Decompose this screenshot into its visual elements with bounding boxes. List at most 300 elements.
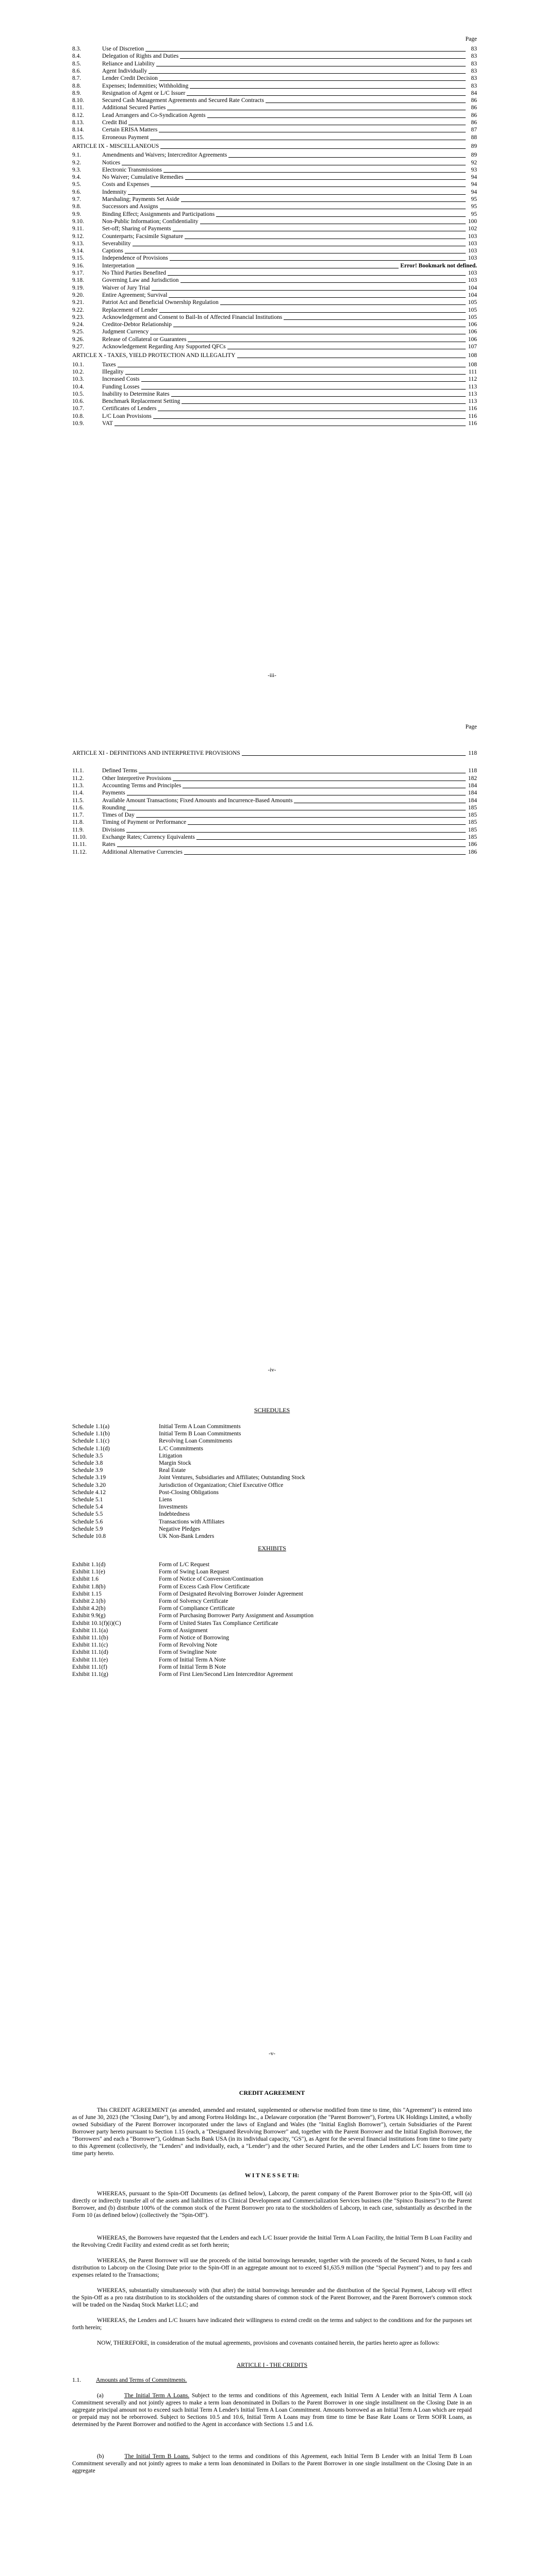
toc-entry-number: 11.3. — [72, 782, 84, 789]
toc-entry[interactable] — [72, 262, 477, 269]
toc-entry-page: 113 — [467, 383, 477, 391]
toc-entry[interactable] — [72, 82, 477, 90]
row-description: Form of Solvency Certificate — [159, 1598, 228, 1604]
toc-entry-page: 84 — [470, 90, 477, 97]
paragraph-a-text: Subject to the terms and conditions of this Agreement, each Initial Term A Lender with an Initial Term A Loan Commitment severally and not jointly agrees to make a term loan denominated in Dollars to the Parent Borrower in one single installment on the Closing Date in an aggregate principal amount not to exceed such Initial Term A Lender's Initial Term A Loan Commitment. Amounts borrowed as an Initial Term A Loan which are repaid or prepaid may not be reborrowed. Subject to Sections 10.5 and 10.6, Initial Term A Loans may from time to time be Base Rate Loans or Term SOFR Loans, as determined by the Parent Borrower and notified to the Agent in accordance with Sections 1.5 and 1.6. — [72, 2393, 472, 2428]
toc-entry-page: 86 — [470, 104, 477, 111]
paragraph-a — [72, 2392, 472, 2428]
row-label: Schedule 3.8 — [72, 1460, 103, 1466]
row-label: Schedule 3.19 — [72, 1475, 106, 1481]
toc-entry-number: 10.7. — [72, 405, 84, 412]
toc-article-heading[interactable] — [72, 143, 477, 150]
intro-paragraph: This CREDIT AGREEMENT (as amended, amended and restated, supplemented or otherwise modified from time to time, this "Agreement") is entered into as of June 30, 2023 (the "Closing Date"), by and among Fortrea Holdings Inc., a Delaware corporation (the "Parent Borrower"), Fortrea UK Holdings Limited, a wholly owned Subsidiary of the Parent Borrower incorporated under the laws of England and Wales (the "Initial English Borrower"), certain Subsidiaries of the Parent Borrower party hereto pursuant to Section 1.15 (each, a "Designated Revolving Borrower" and, together with the Parent Borrower and the Initial English Borrower, the "Borrowers" and each a "Borrower"), Goldman Sachs Bank USA (in its individual capacity, "GS"), as Agent for the several financial institutions from time to time party to this Agreement (collectively, the "Lenders" and individually, each, a "Lender") and the other Secured Parties, and the other Lenders and L/C Issuers from time to time party hereto. — [72, 2107, 472, 2157]
toc-entry-number: 11.12. — [72, 849, 87, 855]
toc-entry-number: 9.1. — [72, 152, 81, 159]
toc-entry[interactable] — [72, 119, 477, 126]
toc-entry-title: Benchmark Replacement Setting — [102, 398, 182, 405]
toc-entry-number: 8.6. — [72, 67, 81, 74]
toc-entry-number: 9.4. — [72, 174, 81, 181]
row-description: Form of Purchasing Borrower Party Assignment and Assumption — [159, 1613, 314, 1619]
toc-entry[interactable] — [72, 328, 477, 335]
toc-entry-page: 83 — [470, 67, 477, 75]
toc-entry-title: ARTICLE IX - MISCELLANEOUS — [72, 143, 160, 150]
toc-entry-title: Resignation of Agent or L/C Issuer — [102, 90, 187, 97]
toc-entry-title: Counterparts; Facsimile Signature — [102, 233, 185, 240]
toc-entry-page: 83 — [470, 82, 477, 90]
toc-entry-page: 94 — [470, 181, 477, 188]
toc-entry[interactable] — [72, 60, 477, 67]
toc-entry-number: 8.12. — [72, 112, 84, 118]
toc-entry[interactable] — [72, 112, 477, 119]
toc-entry-page: 86 — [470, 119, 477, 126]
row-description: Form of Designated Revolving Borrower Joinder Agreement — [159, 1590, 303, 1597]
toc-entry[interactable] — [72, 284, 477, 292]
toc-entry[interactable] — [72, 255, 477, 262]
paragraph-b — [72, 2453, 472, 2475]
toc-entry[interactable] — [72, 804, 477, 811]
toc-entry[interactable] — [72, 343, 477, 350]
toc-entry-page: 83 — [470, 53, 477, 60]
toc-entry-title: Notices — [102, 159, 122, 166]
toc-entry-page: Error! Bookmark not defined. — [399, 262, 477, 269]
toc-entry-page: 104 — [467, 292, 477, 299]
toc-entry-number: 10.9. — [72, 420, 84, 427]
toc-entry[interactable] — [72, 90, 477, 97]
toc-entry-title: Reliance and Liability — [102, 60, 156, 67]
toc-entry-number: 11.7. — [72, 812, 84, 819]
toc-entry-title: Available Amount Transactions; Fixed Amounts and Incurrence-Based Amounts — [102, 797, 294, 804]
row-description: Initial Term A Loan Commitments — [159, 1423, 241, 1430]
section-number: 1.1. — [72, 2377, 81, 2383]
row-label: Exhibit 11.1(c) — [72, 1642, 108, 1649]
toc-article-heading[interactable] — [72, 352, 477, 359]
toc-entry-number: 8.11. — [72, 105, 84, 111]
toc-entry-page: 106 — [467, 328, 477, 335]
toc-entry-title: Amendments and Waivers; Intercreditor Agreements — [102, 151, 228, 159]
toc-entry-number: 11.4. — [72, 790, 84, 796]
toc-entry-number: 9.10. — [72, 218, 84, 225]
toc-entry-page: 184 — [467, 782, 477, 789]
toc-entry-title: ARTICLE X - TAXES, YIELD PROTECTION AND ILLEGALITY — [72, 352, 237, 359]
toc-leader-line — [102, 73, 466, 74]
toc-entry[interactable] — [72, 104, 477, 111]
toc-entry-page: 83 — [470, 75, 477, 82]
toc-entry[interactable] — [72, 174, 477, 181]
toc-entry-number: 9.27. — [72, 344, 84, 350]
toc-entry[interactable] — [72, 134, 477, 141]
page-column-header: Page — [465, 36, 477, 42]
section-title: Amounts and Terms of Commitments. — [96, 2377, 187, 2383]
toc-entry[interactable] — [72, 211, 477, 218]
paragraph-b-text: Subject to the terms and conditions of this Agreement, each Initial Term B Lender with an Initial Term B Loan Commitment severally and not jointly agrees to make a term loan denominated in Dollars to the Parent Borrower in one single installment on the Closing Date in an aggregate — [72, 2453, 472, 2474]
row-label: Exhibit 4.2(b) — [72, 1605, 106, 1612]
toc-entry-page: 185 — [467, 826, 477, 834]
toc-entry-page: 103 — [467, 233, 477, 240]
witnesseth-heading: W I T N E S S E T H: — [244, 2173, 300, 2179]
toc-entry-page: 89 — [470, 143, 477, 150]
toc-entry[interactable] — [72, 225, 477, 232]
row-description: Form of Notice of Conversion/Continuation — [159, 1576, 263, 1583]
toc-entry-title: Certificates of Lenders — [102, 405, 158, 412]
toc-entry[interactable] — [72, 314, 477, 321]
toc-leader-line — [102, 418, 466, 419]
row-label: Exhibit 1.1(d) — [72, 1562, 106, 1568]
row-description: Real Estate — [159, 1467, 186, 1474]
row-label: Schedule 5.1 — [72, 1497, 103, 1503]
row-description: UK Non-Bank Lenders — [159, 1533, 215, 1539]
toc-entry-page: 111 — [467, 368, 477, 376]
toc-entry-number: 9.7. — [72, 196, 81, 202]
toc-entry[interactable] — [72, 811, 477, 819]
toc-entry-number: 9.3. — [72, 166, 81, 173]
toc-entry-page: 108 — [467, 361, 477, 368]
toc-entry[interactable] — [72, 45, 477, 53]
toc-entry-page: 113 — [467, 398, 477, 405]
toc-leader-line — [102, 817, 466, 818]
toc-entry[interactable] — [72, 240, 477, 247]
toc-entry-title: Entire Agreement; Survival — [102, 292, 169, 299]
toc-entry[interactable] — [72, 775, 477, 782]
toc-entry-title: Delegation of Rights and Duties — [102, 53, 180, 60]
toc-entry-title: Credit Bid — [102, 119, 128, 126]
toc-entry-page: 106 — [467, 321, 477, 328]
toc-entry-page: 186 — [467, 849, 477, 856]
toc-entry-number: 8.13. — [72, 120, 84, 126]
row-description: Form of L/C Request — [159, 1562, 210, 1568]
toc-entry[interactable] — [72, 789, 477, 796]
toc-entry-number: 9.2. — [72, 159, 81, 166]
row-label: Schedule 1.1(d) — [72, 1445, 110, 1452]
toc-entry-page: 116 — [467, 413, 477, 420]
toc-entry-number: 9.23. — [72, 314, 84, 320]
toc-entry-page: 89 — [470, 151, 477, 159]
toc-entry-title: Captions — [102, 247, 125, 255]
toc-entry-number: 8.10. — [72, 97, 84, 104]
toc-entry-page: 116 — [467, 420, 477, 427]
toc-entry-page: 103 — [467, 269, 477, 277]
toc-entry[interactable] — [72, 299, 477, 306]
toc-entry-title: Judgment Currency — [102, 328, 150, 335]
row-label: Exhibit 1.15 — [72, 1590, 102, 1597]
toc-entry[interactable] — [72, 361, 477, 368]
toc-entry-page: 184 — [467, 797, 477, 804]
toc-entry-title: Defined Terms — [102, 767, 139, 774]
row-description: Form of Compliance Certificate — [159, 1605, 235, 1612]
toc-entry-page: 105 — [467, 307, 477, 314]
row-description: Form of Revolving Note — [159, 1642, 218, 1649]
toc-entry-page: 118 — [467, 767, 477, 774]
toc-entry-page: 92 — [470, 159, 477, 166]
toc-entry-page: 112 — [467, 376, 477, 383]
toc-entry-number: 8.3. — [72, 46, 81, 52]
toc-entry[interactable] — [72, 189, 477, 196]
toc-entry-number: 9.17. — [72, 270, 84, 276]
toc-entry-number: 10.2. — [72, 368, 84, 375]
row-label: Schedule 3.5 — [72, 1452, 103, 1459]
row-label: Schedule 10.8 — [72, 1533, 106, 1539]
toc-article-heading[interactable] — [72, 750, 477, 757]
toc-entry[interactable] — [72, 819, 477, 826]
toc-entry-title: Creditor-Debtor Relationship — [102, 321, 173, 328]
whereas-paragraph-3: WHEREAS, the Parent Borrower will use the proceeds of the initial borrowings hereunder, together with the proceeds of the Secured Notes, to fund a cash distribution to Labcorp on the Closing Date prior to the Spin-Off in an aggregate amount not to exceed $1,635.9 million (the "Special Payment") and to pay fees and expenses related to the Transactions; — [72, 2258, 472, 2278]
toc-entry[interactable] — [72, 841, 477, 848]
toc-entry[interactable] — [72, 368, 477, 376]
toc-entry-title: Non-Public Information; Confidentiality — [102, 218, 200, 225]
toc-entry-title: Additional Secured Parties — [102, 104, 167, 111]
toc-entry-title: No Third Parties Benefited — [102, 269, 168, 277]
toc-entry[interactable] — [72, 53, 477, 60]
row-description: L/C Commitments — [159, 1445, 203, 1452]
toc-entry-number: 8.7. — [72, 75, 81, 82]
toc-entry-number: 8.14. — [72, 127, 84, 133]
row-description: Initial Term B Loan Commitments — [159, 1431, 241, 1437]
toc-entry[interactable] — [72, 277, 477, 284]
toc-entry-title: Timing of Payment or Performance — [102, 819, 188, 826]
toc-entry[interactable] — [72, 376, 477, 383]
page-footer-number: -iii- — [268, 672, 276, 679]
toc-entry-page: 83 — [470, 60, 477, 67]
row-description: Joint Ventures, Subsidiaries and Affiliates; Outstanding Stock — [159, 1475, 305, 1481]
toc-entry-page: 104 — [467, 284, 477, 292]
row-label: Exhibit 11.1(b) — [72, 1635, 108, 1641]
row-label: Schedule 5.6 — [72, 1518, 103, 1525]
toc-entry[interactable] — [72, 826, 477, 834]
toc-entry[interactable] — [72, 196, 477, 203]
toc-entry[interactable] — [72, 767, 477, 774]
row-label: Schedule 5.5 — [72, 1511, 103, 1518]
toc-entry-title: Increased Costs — [102, 376, 141, 383]
toc-entry-page: 186 — [467, 841, 477, 848]
row-description: Form of Swingline Note — [159, 1649, 217, 1656]
toc-entry-page: 185 — [467, 811, 477, 819]
row-description: Investments — [159, 1504, 188, 1511]
toc-entry-title: Patriot Act and Beneficial Ownership Regulation — [102, 299, 220, 306]
toc-entry-title: Accounting Terms and Principles — [102, 782, 183, 789]
toc-entry-page: 103 — [467, 277, 477, 284]
toc-entry[interactable] — [72, 398, 477, 405]
toc-entry-title: VAT — [102, 420, 114, 427]
toc-entry[interactable] — [72, 75, 477, 82]
toc-entry-title: Interpretation — [102, 262, 136, 269]
row-description: Form of Initial Term A Note — [159, 1656, 226, 1663]
now-therefore-paragraph: NOW, THEREFORE, in consideration of the mutual agreements, provisions and covenants contained herein, the parties hereto agree as follows: — [97, 2340, 440, 2346]
toc-entry[interactable] — [72, 159, 477, 166]
article-1-heading: ARTICLE I - THE CREDITS — [236, 2362, 308, 2368]
toc-entry-title: Severability — [102, 240, 133, 247]
paragraph-a-number: (a) — [97, 2393, 104, 2399]
row-description: Transactions with Affiliates — [159, 1518, 225, 1525]
row-description: Litigation — [159, 1452, 183, 1459]
toc-entry-number: 9.16. — [72, 262, 84, 269]
toc-entry-number: 8.15. — [72, 134, 84, 141]
toc-entry-page: 185 — [467, 804, 477, 811]
paragraph-a-heading: The Initial Term A Loans. — [124, 2393, 190, 2399]
toc-entry-number: 11.11. — [72, 841, 87, 848]
toc-entry[interactable] — [72, 181, 477, 188]
toc-entry[interactable] — [72, 383, 477, 391]
whereas-paragraph-2: WHEREAS, the Borrowers have requested that the Lenders and each L/C Issuer provide the Initial Term A Loan Facility, the Initial Term B Loan Facility and the Revolving Credit Facility and extend credit as set forth herein; — [72, 2235, 472, 2248]
toc-entry-number: 10.8. — [72, 413, 84, 419]
toc-entry-number: 10.6. — [72, 398, 84, 405]
toc-entry-number: 8.5. — [72, 60, 81, 67]
toc-entry[interactable] — [72, 247, 477, 255]
toc-entry-number: 9.6. — [72, 189, 81, 195]
toc-entry[interactable] — [72, 292, 477, 299]
toc-entry-number: 9.9. — [72, 211, 81, 217]
toc-entry-number: 11.9. — [72, 826, 84, 833]
credit-agreement-page — [0, 2089, 544, 2576]
toc-entry-page: 94 — [470, 174, 477, 181]
toc-entry-number: 8.9. — [72, 90, 81, 96]
toc-leader-line — [102, 374, 466, 375]
toc-entry[interactable] — [72, 336, 477, 343]
toc-entry-page: 93 — [470, 166, 477, 174]
toc-entry-title: Expenses; Indemnities; Withholding — [102, 82, 190, 90]
toc-entry-number: 8.8. — [72, 82, 81, 89]
toc-entry-number: 9.20. — [72, 292, 84, 298]
toc-entry-title: Waiver of Jury Trial — [102, 284, 152, 292]
toc-entry-number: 10.1. — [72, 361, 84, 368]
toc-entry[interactable] — [72, 269, 477, 277]
row-description: Post-Closing Obligations — [159, 1489, 219, 1496]
toc-entry-title: Exchange Rates; Currency Equivalents — [102, 834, 196, 841]
toc-entry[interactable] — [72, 420, 477, 427]
row-label: Exhibit 1.8(b) — [72, 1583, 106, 1590]
row-label: Exhibit 11.1(e) — [72, 1656, 108, 1663]
exhibits-heading: EXHIBITS — [258, 1545, 286, 1552]
row-description: Form of United States Tax Compliance Certificate — [159, 1620, 278, 1626]
toc-entry-number: 8.4. — [72, 53, 81, 60]
toc-entry-page: 86 — [470, 97, 477, 104]
toc-entry-title: Marshaling; Payments Set Aside — [102, 196, 181, 203]
toc-leader-line — [102, 194, 466, 195]
toc-entry-number: 11.2. — [72, 775, 84, 782]
toc-entry-number: 9.26. — [72, 336, 84, 343]
toc-entry[interactable] — [72, 413, 477, 420]
row-label: Schedule 3.20 — [72, 1482, 106, 1488]
toc-entry-page: 83 — [470, 45, 477, 53]
toc-entry-title: Set-off; Sharing of Payments — [102, 225, 173, 232]
toc-entry-page: 182 — [467, 775, 477, 782]
toc-entry-title: Divisions — [102, 826, 126, 834]
row-description: Margin Stock — [159, 1460, 191, 1466]
toc-entry-title: Independence of Provisions — [102, 255, 170, 262]
toc-entry-title: Secured Cash Management Agreements and Secured Rate Contracts — [102, 97, 266, 104]
toc-entry-number: 10.5. — [72, 391, 84, 397]
toc-entry[interactable] — [72, 67, 477, 75]
row-label: Schedule 1.1(c) — [72, 1438, 110, 1445]
toc-entry-title: Rounding — [102, 804, 127, 811]
schedules-exhibits-page — [0, 1406, 544, 2066]
toc-entry-title: Binding Effect; Assignments and Participations — [102, 211, 216, 218]
toc-entry-title: Electronic Transmissions — [102, 166, 163, 174]
toc-entry-number: 9.14. — [72, 248, 84, 255]
row-description: Form of Swing Loan Request — [159, 1569, 229, 1575]
toc-entry-title: Other Interpretive Provisions — [102, 775, 173, 782]
toc-entry-title: Inability to Determine Rates — [102, 391, 171, 398]
toc-entry-page: 106 — [467, 336, 477, 343]
agreement-title: CREDIT AGREEMENT — [239, 2089, 305, 2096]
row-label: Schedule 1.1(a) — [72, 1423, 110, 1430]
page-footer-number: -v- — [269, 2050, 275, 2057]
toc-entry-page: 103 — [467, 255, 477, 262]
toc-entry-number: 9.25. — [72, 329, 84, 335]
toc-entry-number: 9.18. — [72, 277, 84, 284]
row-description: Form of Notice of Borrowing — [159, 1635, 229, 1641]
row-label: Exhibit 9.9(g) — [72, 1613, 106, 1619]
row-description: Form of Excess Cash Flow Certificate — [159, 1583, 250, 1590]
toc-entry[interactable] — [72, 233, 477, 240]
toc-entry-page: 95 — [470, 196, 477, 203]
toc-entry[interactable] — [72, 218, 477, 225]
toc-entry-page: 102 — [467, 225, 477, 232]
toc-entry-title: L/C Loan Provisions — [102, 413, 153, 420]
toc-entry[interactable] — [72, 97, 477, 104]
toc-entry-page: 116 — [467, 405, 477, 412]
toc-entry-title: Release of Collateral or Guarantees — [102, 336, 188, 343]
toc-entry-number: 9.21. — [72, 299, 84, 306]
row-description: Jurisdiction of Organization; Chief Executive Office — [159, 1482, 284, 1488]
toc-entry[interactable] — [72, 307, 477, 314]
toc-entry-page: 113 — [467, 391, 477, 398]
toc-entry-number: 9.22. — [72, 307, 84, 313]
toc-entry[interactable] — [72, 797, 477, 804]
row-description: Form of Initial Term B Note — [159, 1664, 226, 1670]
section-1-1-heading — [72, 2377, 472, 2384]
toc-entry[interactable] — [72, 782, 477, 789]
row-description: Negative Pledges — [159, 1526, 201, 1532]
toc-leader-line — [102, 51, 466, 52]
schedules-heading: SCHEDULES — [254, 1406, 290, 1414]
row-label: Schedule 5.9 — [72, 1526, 103, 1532]
toc-entry[interactable] — [72, 151, 477, 159]
toc-entry-page: 86 — [470, 112, 477, 119]
toc-entry-page: 87 — [470, 126, 477, 133]
toc-entry-title: Replacement of Lender — [102, 307, 159, 314]
toc-entry-page: 95 — [470, 203, 477, 210]
row-description: Form of Assignment — [159, 1627, 208, 1634]
row-label: Schedule 5.4 — [72, 1504, 103, 1511]
toc-entry-page: 184 — [467, 789, 477, 796]
toc-entry[interactable] — [72, 834, 477, 841]
toc-entry-page: 100 — [467, 218, 477, 225]
whereas-paragraph-4: WHEREAS, substantially simultaneously with (but after) the initial borrowings hereunder and the distribution of the Special Payment, Labcorp will effect the Spin-Off as a pro rata distribution to its stockholders of the outstanding shares of common stock of the Parent Borrower, and the Parent Borrower's common stock will be traded on the Nasdaq Stock Market LLC; and — [72, 2287, 472, 2308]
toc-entry[interactable] — [72, 321, 477, 328]
toc-leader-line — [102, 290, 466, 291]
paragraph-b-heading: The Initial Term B Loans. — [124, 2453, 190, 2460]
row-description: Liens — [159, 1497, 172, 1503]
toc-entry-title: Successors and Assigns — [102, 203, 160, 210]
toc-page-1 — [0, 36, 544, 690]
toc-entry[interactable] — [72, 166, 477, 174]
toc-entry-title: Taxes — [102, 361, 118, 368]
toc-entry[interactable] — [72, 405, 477, 412]
toc-entry-title: Times of Day — [102, 811, 136, 819]
row-label: Exhibit 11.1(d) — [72, 1649, 108, 1656]
row-label: Exhibit 11.1(f) — [72, 1664, 107, 1670]
toc-entry-title: Lead Arrangers and Co-Syndication Agents — [102, 112, 207, 119]
toc-entry[interactable] — [72, 126, 477, 133]
toc-entry-title: Governing Law and Jurisdiction — [102, 277, 180, 284]
toc-entry-page: 103 — [467, 240, 477, 247]
toc-entry[interactable] — [72, 849, 477, 856]
toc-entry-number: 9.8. — [72, 204, 81, 210]
toc-entry[interactable] — [72, 391, 477, 398]
toc-entry-title: ARTICLE XI - DEFINITIONS AND INTERPRETIVE PROVISIONS — [72, 750, 242, 757]
toc-entry[interactable] — [72, 203, 477, 210]
toc-entry-title: Use of Discretion — [102, 45, 145, 53]
toc-entry-number: 11.6. — [72, 804, 84, 811]
